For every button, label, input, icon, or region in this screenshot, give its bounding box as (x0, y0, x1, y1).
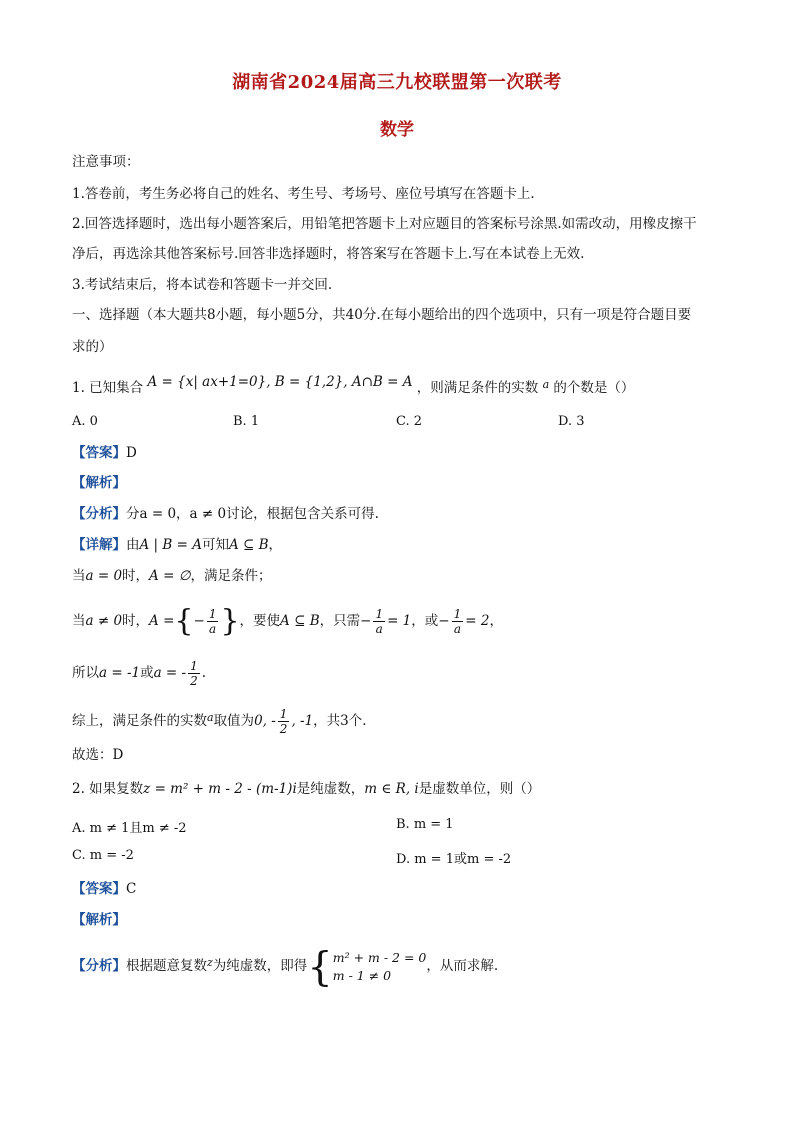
xiangjie-tag: 【详解】 (72, 537, 126, 553)
notice-item-2b: 净后，再选涂其他答案标号.回答非选择题时，将答案写在答题卡上.写在本试卷上无效. (72, 246, 585, 262)
q1-set-expression: A = {x| ax+1=0}, B = {1,2}, A∩B = A (147, 374, 413, 390)
system-brace: { (307, 944, 333, 990)
q1-fenxi (72, 504, 379, 524)
so-text-b: 或 (140, 665, 154, 681)
frac-numerator: 1 (375, 607, 384, 621)
notice-item-3: 3.考试结束后，将本试卷和答题卡一并交回. (72, 277, 333, 293)
fraction-1-over-2 (278, 707, 290, 736)
q2-analysis-tag: 【解析】 (72, 912, 126, 928)
fenxi-text: 分a = 0，a ≠ 0讨论，根据包含关系可得. (126, 506, 379, 522)
xiangjie-expr-1: A | B = A (139, 537, 202, 553)
answer-value: C (126, 881, 137, 897)
minus-sign: − (193, 613, 205, 629)
fraction-1-over-a (373, 607, 385, 636)
q1-case-2 (72, 604, 503, 638)
fraction-1-over-2 (188, 659, 200, 688)
so-end: . (201, 665, 207, 681)
frac-denominator: a (453, 622, 461, 636)
q2-expression: z = m² + m - 2 - (m-1)i (143, 781, 297, 797)
q1-answer (72, 443, 137, 463)
notice-heading: 注意事项： (72, 154, 140, 170)
q2-answer (72, 879, 136, 899)
case1-text-c: ，满足条件； (190, 568, 272, 584)
answer-value: D (126, 445, 137, 461)
xiangjie-expr-2: A ⊆ B (228, 537, 269, 553)
left-brace: { (174, 603, 194, 639)
frac-numerator: 1 (208, 607, 217, 621)
q2-suffix: 是虚数单位，则（） (418, 781, 541, 797)
q1-case-1 (72, 566, 271, 586)
case1-expr-1: a = 0 (85, 568, 123, 584)
section-line-2: 求的） (72, 339, 113, 355)
minus-sign: − (360, 613, 372, 629)
system-rows (333, 949, 427, 985)
q1-option-c: C. 2 (396, 414, 423, 429)
summary-text-b: 取值为 (213, 713, 255, 729)
frac-denominator: a (209, 622, 217, 636)
q1-option-d: D. 3 (558, 414, 585, 429)
xiangjie-text-a: 由 (126, 537, 140, 553)
summary-var: a (207, 711, 214, 724)
q2-fenxi-text-c: ，从而求解. (426, 958, 499, 974)
case2-text-b: 时， (122, 613, 150, 629)
frac-numerator: 1 (453, 607, 462, 621)
exam-title: 湖南省2024届高三九校联盟第一次联考 (232, 72, 562, 93)
case2-expr-1: a ≠ 0 (85, 613, 123, 629)
q2-option-d: D. m = 1或m = -2 (396, 852, 512, 867)
summary-values-a: 0, - (254, 713, 276, 729)
system-row-2: m - 1 ≠ 0 (332, 968, 392, 983)
q2-prefix: 2. 如果复数 (72, 781, 144, 797)
q1-analysis-tag: 【解析】 (72, 475, 126, 491)
xiangjie-text-c: ， (268, 537, 283, 553)
q1-option-b: B. 1 (233, 414, 260, 429)
case1-text-a: 当 (72, 568, 86, 584)
q2-option-c: C. m = -2 (72, 848, 134, 863)
fenxi-tag: 【分析】 (72, 506, 126, 522)
q2-fenxi (72, 944, 499, 990)
q1-suffix-a: ，则满足条件的实数 (416, 380, 539, 396)
q1-so (72, 656, 206, 690)
fenxi-tag: 【分析】 (72, 958, 126, 974)
so-expr-1: a = -1 (99, 665, 141, 681)
q1-summary (72, 704, 367, 739)
frac-numerator: 1 (279, 707, 288, 721)
q1-xiangjie (72, 535, 282, 555)
fraction-1-over-a (207, 607, 219, 636)
q1-option-a: A. 0 (72, 414, 98, 429)
q2-option-b: B. m = 1 (396, 817, 454, 832)
q1-choose: 故选：D (72, 747, 124, 763)
summary-values-b: , -1 (291, 713, 314, 729)
q2-fenxi-var: z (207, 956, 213, 969)
case2-eq-1: = 1 (387, 613, 412, 629)
case2-text-d: ，只需 (319, 613, 361, 629)
frac-denominator: a (375, 622, 383, 636)
q2-option-a: A. m ≠ 1且m ≠ -2 (72, 821, 187, 836)
q1-prefix: 1. 已知集合 (72, 380, 144, 396)
q2-fenxi-text-a: 根据题意复数 (126, 958, 207, 974)
fraction-1-over-a (452, 607, 464, 636)
xiangjie-text-b: 可知 (201, 537, 229, 553)
frac-denominator: 2 (279, 722, 288, 736)
case2-text-f: ， (489, 613, 503, 629)
section-line-1: 一、选择题（本大题共8小题，每小题5分，共40分.在每小题给出的四个选项中，只有一项是符合题目要 (72, 307, 692, 323)
notice-item-2a: 2.回答选择题时，选出每小题答案后，用铅笔把答题卡上对应题目的答案标号涂黑.如需改动，用橡皮擦干 (72, 216, 697, 232)
q2-condition: m ∈ R, i (364, 781, 419, 797)
answer-tag: 【答案】 (72, 881, 126, 897)
case1-expr-2: A = ∅ (149, 568, 191, 584)
summary-text-c: ，共3个. (313, 713, 367, 729)
q1-suffix-b: 的个数是（） (553, 380, 635, 396)
q2-mid: 是纯虚数， (296, 781, 365, 797)
answer-tag: 【答案】 (72, 445, 126, 461)
case2-expr-2: A ⊆ B (280, 613, 320, 629)
system-row-1: m² + m - 2 = 0 (332, 950, 427, 965)
notice-item-1: 1.答卷前，考生务必将自己的姓名、考生号、考场号、座位号填写在答题卡上. (72, 186, 535, 202)
so-expr-2: a = - (153, 665, 187, 681)
case2-text-c: ，要使 (239, 613, 281, 629)
so-text-a: 所以 (72, 665, 99, 681)
q1-var: a (542, 378, 550, 391)
case2-text-e: ，或 (411, 613, 439, 629)
case2-set-label: A = (149, 613, 175, 629)
case1-text-b: 时， (122, 568, 150, 584)
question-2-stem (72, 779, 540, 799)
q2-fenxi-text-b: 为纯虚数，即得 (212, 958, 308, 974)
subject-title: 数学 (380, 120, 414, 140)
frac-denominator: 2 (190, 674, 198, 688)
frac-numerator: 1 (190, 659, 198, 673)
right-brace: } (220, 603, 240, 639)
minus-sign: − (438, 613, 450, 629)
case2-text-a: 当 (72, 613, 86, 629)
case2-eq-2: = 2 (465, 613, 490, 629)
equation-system (307, 944, 427, 990)
summary-text-a: 综上，满足条件的实数 (72, 713, 207, 729)
question-1-stem (72, 374, 635, 399)
